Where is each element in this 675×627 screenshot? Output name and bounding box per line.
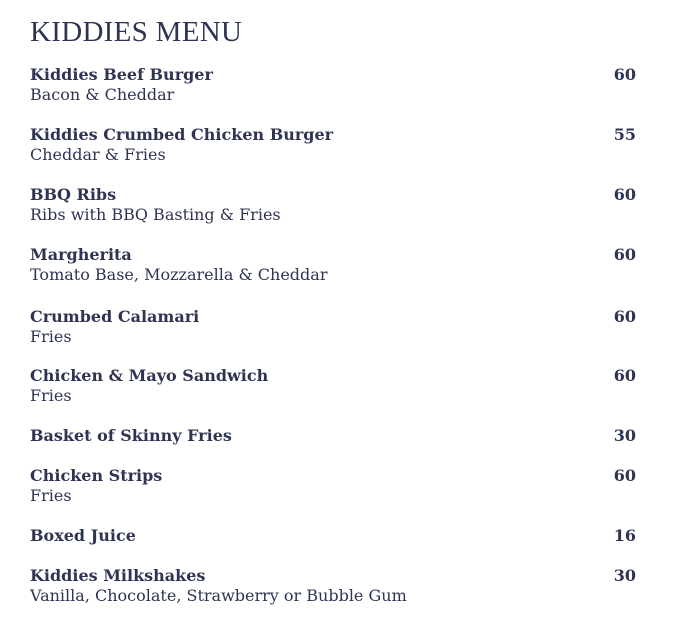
item-price: 55 [613,125,636,144]
item-price: 30 [613,566,636,585]
menu-title: KIDDIES MENU [30,16,243,48]
item-name: Chicken & Mayo Sandwich [30,366,269,385]
item-description: Fries [30,486,72,505]
item-name: Boxed Juice [30,526,136,545]
item-description: Vanilla, Chocolate, Strawberry or Bubble Gum [30,586,407,605]
item-price: 60 [613,307,636,326]
item-price: 60 [613,65,636,84]
item-description: Fries [30,386,72,405]
item-name: Crumbed Calamari [30,307,200,326]
item-price: 60 [613,466,636,485]
item-description: Fries [30,327,72,346]
item-description: Ribs with BBQ Basting & Fries [30,205,281,224]
item-name: Kiddies Beef Burger [30,65,213,84]
item-name: Kiddies Crumbed Chicken Burger [30,125,334,144]
item-price: 60 [613,245,636,264]
item-name: BBQ Ribs [30,185,117,204]
item-description: Tomato Base, Mozzarella & Cheddar [30,265,328,284]
item-description: Cheddar & Fries [30,145,166,164]
item-name: Chicken Strips [30,466,163,485]
item-price: 60 [613,366,636,385]
item-name: Kiddies Milkshakes [30,566,206,585]
item-description: Bacon & Cheddar [30,85,175,104]
item-price: 60 [613,185,636,204]
item-name: Basket of Skinny Fries [30,426,232,445]
item-name: Margherita [30,245,132,264]
item-price: 30 [613,426,636,445]
item-price: 16 [613,526,636,545]
